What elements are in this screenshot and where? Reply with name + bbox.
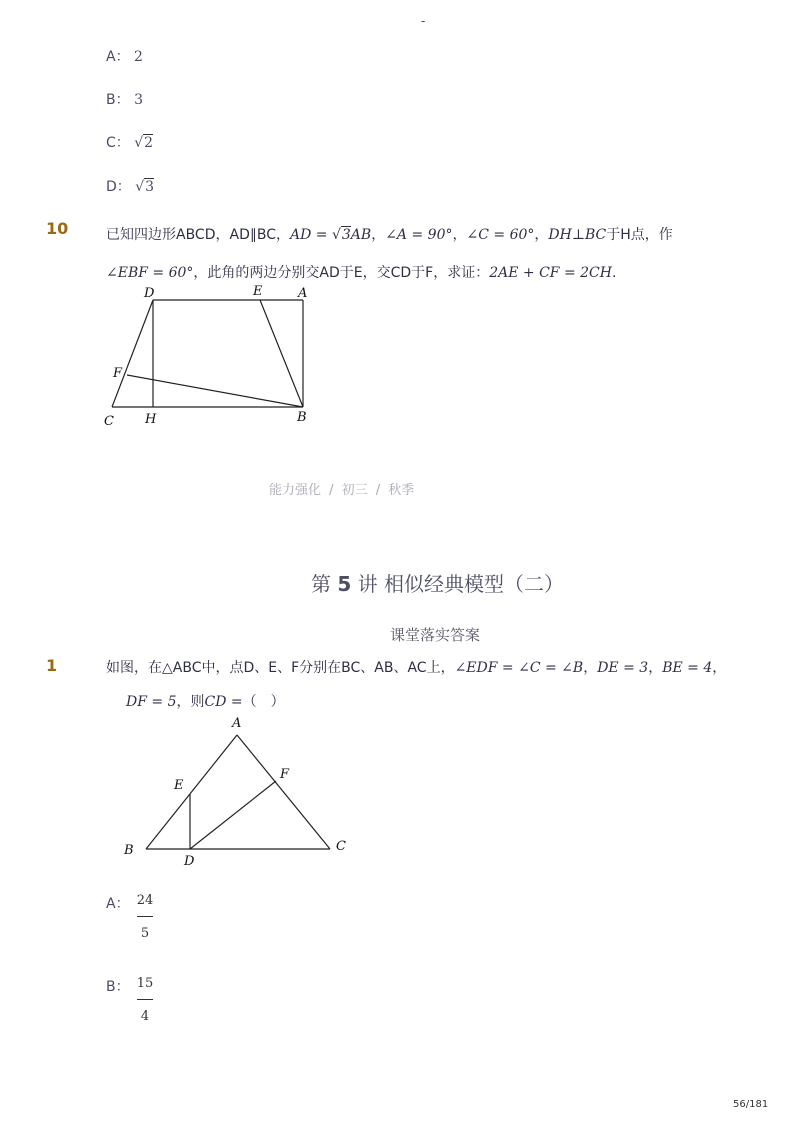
- label-c: C: [336, 839, 346, 854]
- label-b: B: [124, 843, 134, 858]
- chapter-prefix: 第: [311, 572, 331, 596]
- denominator: 4: [140, 1009, 150, 1024]
- text-run: ，: [583, 660, 598, 676]
- text-run: 于H点，作: [606, 227, 673, 243]
- text-run: .: [611, 265, 617, 281]
- triangle-figure: [118, 712, 358, 872]
- label-e: E: [253, 284, 263, 299]
- question-text-line-1: [106, 224, 673, 244]
- numerator: 15: [136, 976, 154, 991]
- page-number: 56/181: [733, 1099, 769, 1110]
- fraction-bar: [137, 916, 153, 917]
- math-run: ∠A = 90°: [385, 227, 453, 243]
- option-label: B：: [106, 92, 130, 108]
- math-run: ∠C = 60°: [466, 227, 535, 243]
- question-number: 10: [46, 219, 69, 238]
- math-run: AB: [350, 227, 372, 243]
- option-value: 3: [134, 92, 143, 108]
- option-b-label[interactable]: B：: [106, 979, 130, 995]
- text-run: ，: [534, 227, 549, 243]
- text-run: 如图，在△ABC中，点D、E、F分别在BC、AB、AC上，: [106, 660, 455, 676]
- math-run: DE = 3: [597, 660, 649, 676]
- label-c: C: [104, 414, 114, 429]
- math-run: BE = 4: [662, 660, 713, 676]
- segment-cd: [112, 300, 153, 407]
- math-run: AD =: [289, 227, 332, 243]
- header-mark: -: [421, 14, 426, 28]
- fraction-bar: [137, 999, 153, 1000]
- segment-df: [190, 781, 276, 849]
- text-run: ，: [452, 227, 467, 243]
- option-a-fraction[interactable]: [134, 893, 156, 941]
- math-run: DH⊥BC: [548, 227, 607, 243]
- label-h: H: [145, 412, 157, 427]
- chapter-number: 5: [337, 572, 352, 596]
- course-breadcrumb: 能力强化 / 初三 / 秋季: [269, 483, 415, 498]
- math-run: CD =: [204, 694, 243, 710]
- trapezoid-figure: [100, 282, 320, 432]
- math-run: ∠EBF = 60°: [106, 265, 194, 281]
- sqrt-expression: √3: [135, 179, 155, 195]
- segment-ac: [237, 735, 330, 849]
- label-d: D: [144, 286, 155, 301]
- math-run: ∠EDF = ∠C = ∠B: [454, 660, 584, 676]
- sqrt-expression: √3: [331, 227, 351, 243]
- option-label: D：: [106, 179, 131, 195]
- text-run: ，则: [176, 694, 205, 710]
- label-f: F: [280, 767, 290, 782]
- sqrt-expression: √2: [134, 135, 154, 151]
- label-f: F: [113, 366, 123, 381]
- radicand: 2: [144, 135, 154, 151]
- label-b: B: [297, 410, 307, 425]
- segment-ab: [146, 735, 237, 849]
- label-a: A: [232, 716, 242, 731]
- radicand: 3: [145, 179, 155, 195]
- text-run: ，: [712, 660, 727, 676]
- math-run: DF = 5: [126, 694, 177, 710]
- option-label: C：: [106, 135, 130, 151]
- segment-eb: [260, 300, 303, 407]
- text-run: ，: [648, 660, 663, 676]
- math-run: 2AE + CF = 2CH: [489, 265, 612, 281]
- numerator: 24: [136, 893, 154, 908]
- option-a[interactable]: [106, 46, 143, 66]
- question-text-line-2: [126, 691, 285, 711]
- radicand: 3: [341, 227, 351, 243]
- option-c[interactable]: [106, 132, 153, 152]
- text-run: ，此角的两边分别交AD于E，交CD于F，求证：: [193, 265, 490, 281]
- option-value: 2: [134, 49, 143, 65]
- label-d: D: [184, 854, 195, 869]
- question-text-line-1: [106, 657, 726, 677]
- question-text-line-2: [106, 262, 616, 282]
- option-label: A：: [106, 49, 130, 65]
- chapter-title: [311, 568, 564, 597]
- denominator: 5: [140, 926, 150, 941]
- text-run: 已知四边形ABCD，AD∥BC，: [106, 227, 290, 243]
- text-run: ，: [371, 227, 386, 243]
- label-e: E: [174, 778, 184, 793]
- option-d[interactable]: [106, 176, 154, 196]
- option-b[interactable]: [106, 89, 143, 109]
- question-number: 1: [46, 656, 58, 675]
- text-run: （ ）: [242, 694, 285, 710]
- section-subtitle: 课堂落实答案: [390, 626, 481, 644]
- option-a-label[interactable]: A：: [106, 896, 130, 912]
- chapter-name: 讲 相似经典模型（二）: [357, 572, 564, 596]
- label-a: A: [298, 286, 308, 301]
- option-b-fraction[interactable]: [134, 976, 156, 1024]
